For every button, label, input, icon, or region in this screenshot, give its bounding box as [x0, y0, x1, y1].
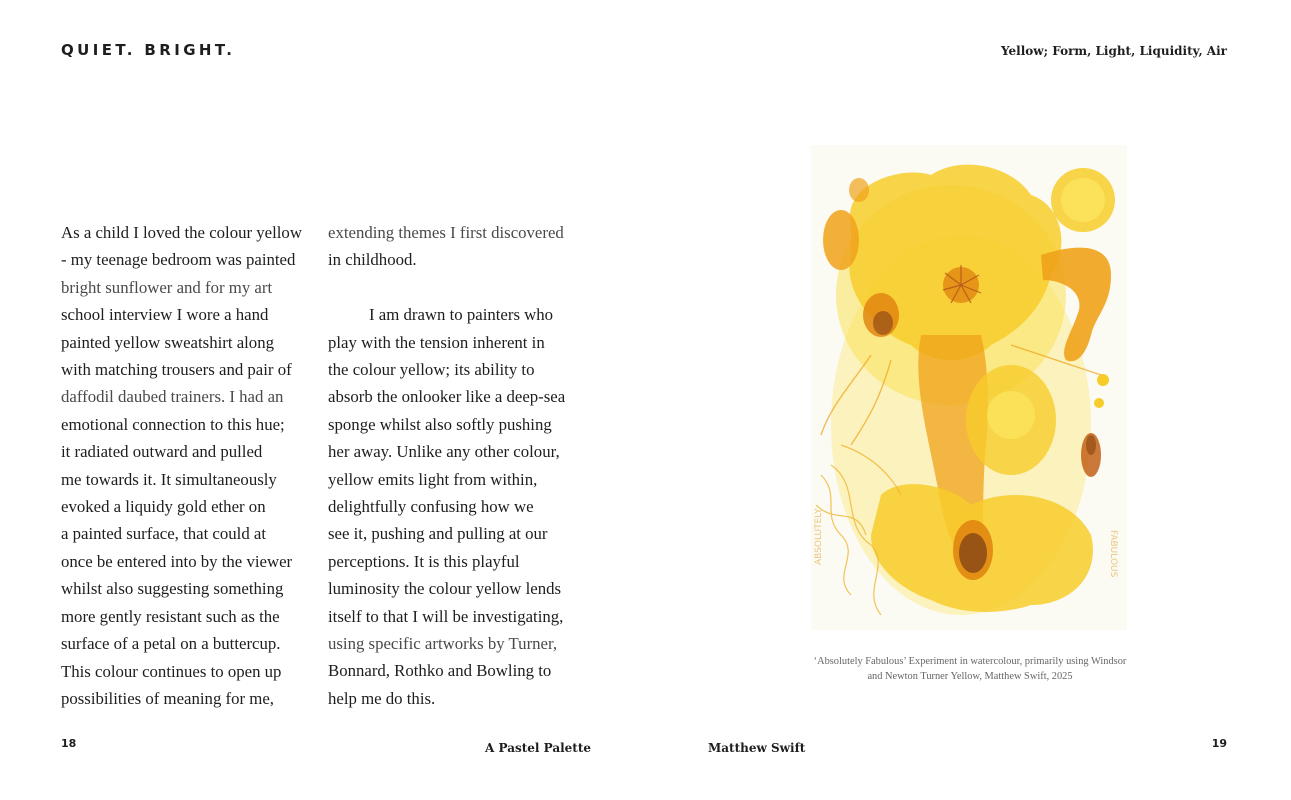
running-header-right: Yellow; Form, Light, Liquidity, Air — [1000, 44, 1227, 58]
text-line: This colour continues to open up — [61, 661, 282, 681]
text-line: in childhood. — [328, 250, 417, 270]
text-line: sponge whilst also softly pushing — [328, 414, 552, 434]
text-line: - my teenage bedroom was painted — [61, 250, 296, 270]
text-line: evoked a liquidy gold ether on — [61, 497, 266, 517]
svg-text:FABULOUS: FABULOUS — [1108, 530, 1118, 578]
text-line: more gently resistant such as the — [61, 606, 280, 626]
text-line: help me do this. — [328, 688, 436, 708]
text-line: yellow emits light from within, — [328, 469, 538, 489]
text-line: me towards it. It simultaneously — [61, 469, 277, 489]
text-line: extending themes I first discovered — [328, 223, 564, 242]
caption-line: ‘Absolutely Fabulous’ Experiment in watercolour, primarily using Windsor — [813, 656, 1127, 667]
footer-book-title: A Pastel Palette — [485, 741, 592, 755]
text-line: Bonnard, Rothko and Bowling to — [328, 661, 552, 681]
text-line: school interview I wore a hand — [61, 305, 269, 325]
text-line: once be entered into by the viewer — [61, 551, 293, 571]
text-line: with matching trousers and pair of — [61, 360, 292, 380]
watercolour-illustration — [811, 145, 1127, 630]
page-number-left: 18 — [61, 737, 77, 750]
paragraph-gap — [328, 274, 590, 301]
page-number-right: 19 — [1211, 737, 1227, 750]
text-line: painted yellow sweatshirt along — [61, 332, 274, 352]
text-line: play with the tension inherent in — [328, 332, 545, 352]
text-line: delightfully confusing how we — [328, 497, 534, 517]
footer-author: Matthew Swift — [708, 741, 806, 755]
text-line: using specific artworks by Turner, — [328, 634, 558, 654]
text-line: possibilities of meaning for me, — [61, 688, 274, 708]
text-line: it radiated outward and pulled — [61, 442, 263, 462]
body-column-middle — [328, 219, 590, 712]
text-line: bright sunflower and for my art — [61, 277, 273, 297]
caption-line: and Newton Turner Yellow, Matthew Swift, 2025 — [867, 671, 1073, 682]
text-line: the colour yellow; its ability to — [328, 360, 535, 380]
text-line: see it, pushing and pulling at our — [328, 524, 548, 544]
body-column-left — [61, 219, 323, 712]
text-line: daffodil daubed trainers. I had an — [61, 387, 284, 407]
artwork-caption — [780, 654, 1160, 684]
text-line: absorb the onlooker like a deep-sea — [328, 387, 566, 407]
text-line: emotional connection to this hue; — [61, 414, 285, 434]
svg-text:ABSOLUTELY: ABSOLUTELY — [814, 508, 824, 565]
text-line: luminosity the colour yellow lends — [328, 579, 562, 599]
watercolour-artwork — [811, 145, 1127, 630]
text-line: I am drawn to painters who — [369, 305, 554, 325]
text-line: a painted surface, that could at — [61, 524, 267, 544]
text-line: surface of a petal on a buttercup. — [61, 634, 281, 654]
running-header-left: QUIET. BRIGHT. — [61, 41, 236, 59]
text-line: perceptions. It is this playful — [328, 551, 520, 571]
text-line: itself to that I will be investigating, — [328, 606, 564, 626]
text-line: As a child I loved the colour yellow — [61, 223, 302, 242]
text-line: her away. Unlike any other colour, — [328, 442, 560, 462]
text-line: whilst also suggesting something — [61, 579, 284, 599]
